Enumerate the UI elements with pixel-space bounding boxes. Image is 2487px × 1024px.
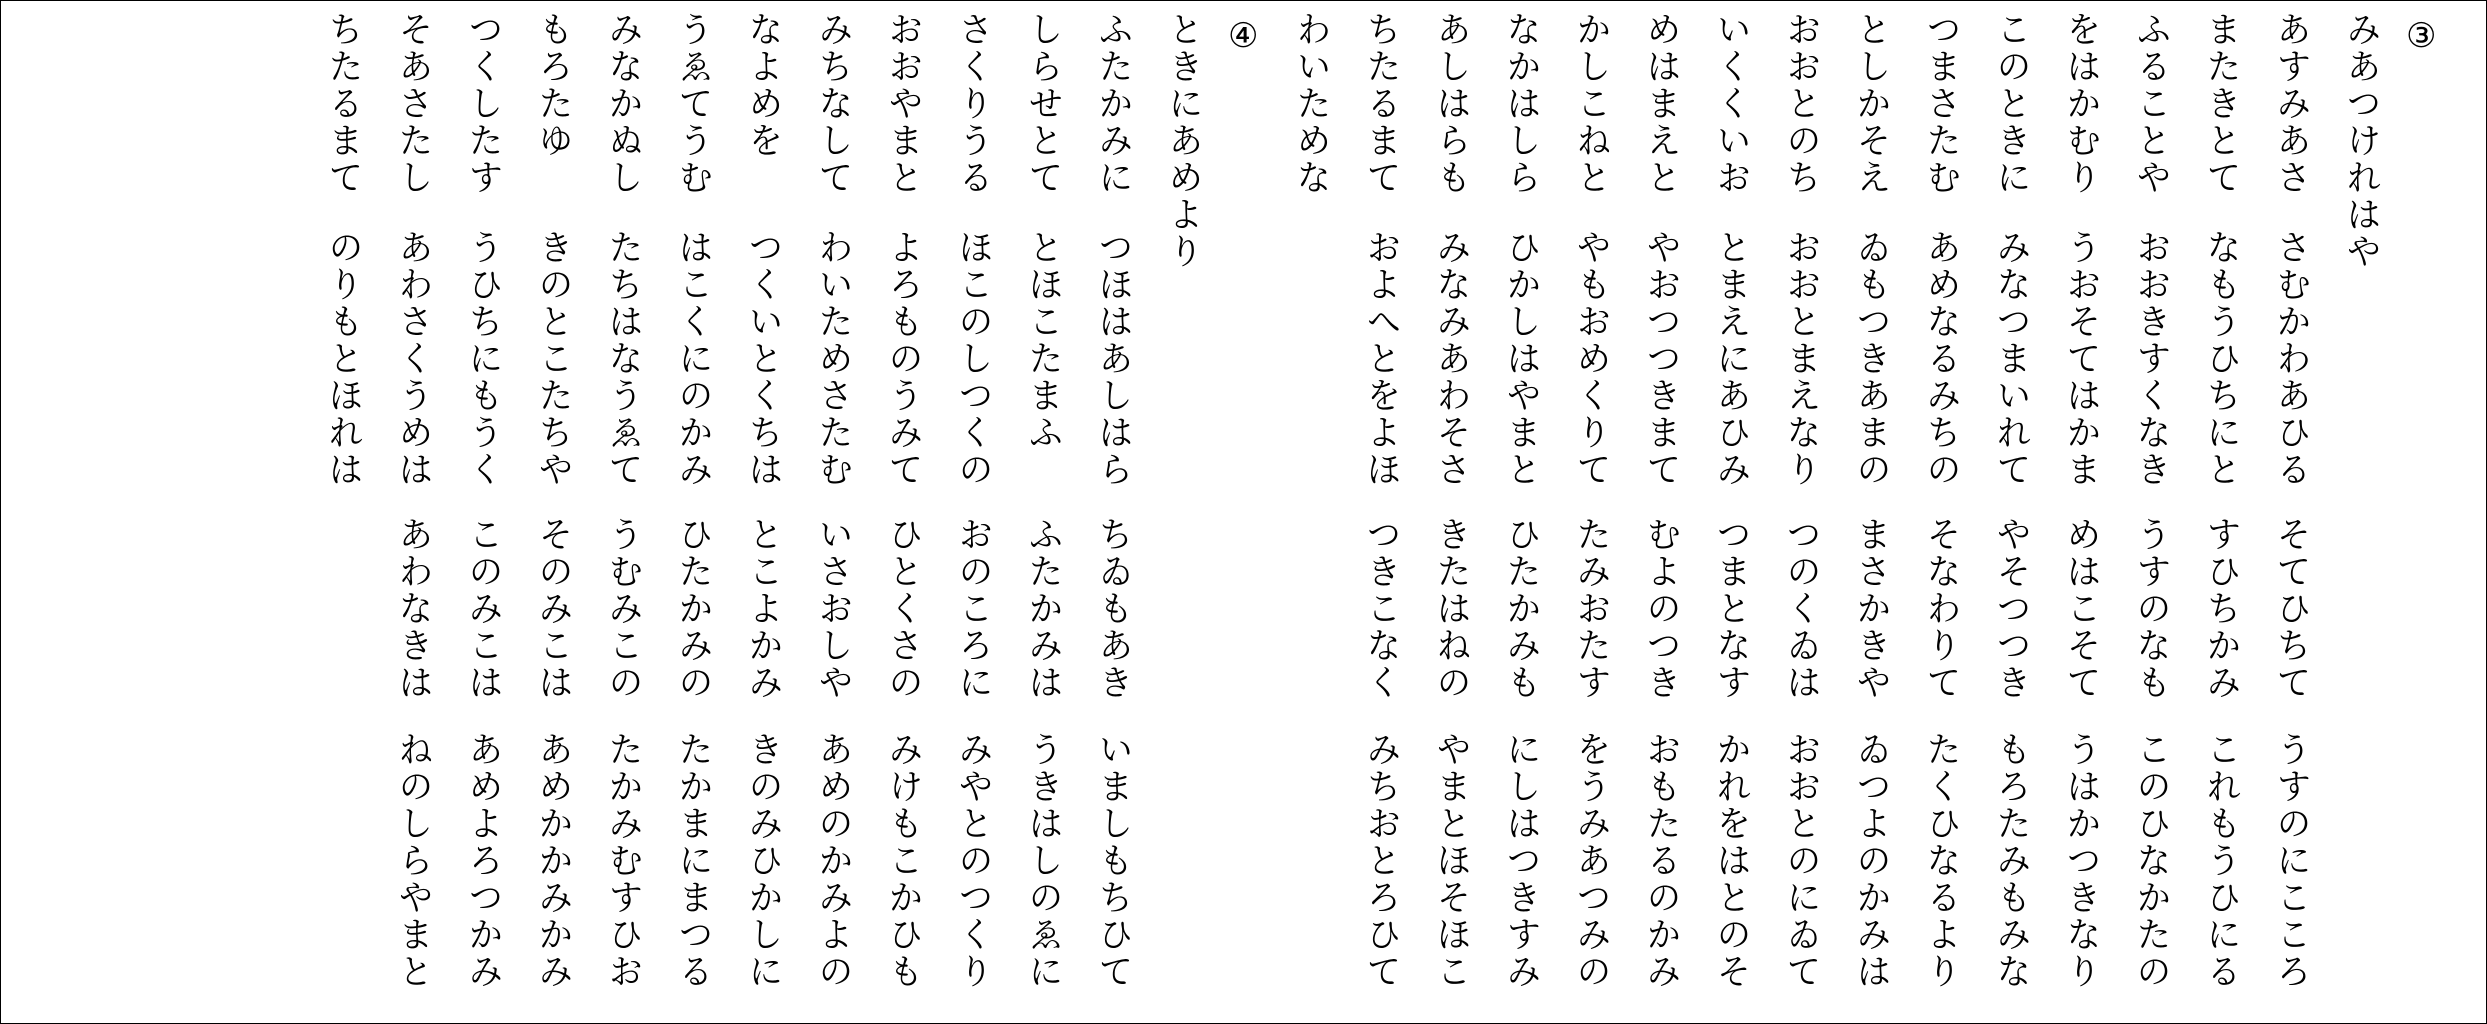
verse-phrase: とこよかみ (743, 516, 783, 701)
verse-phrase: めはまえと (1641, 11, 1681, 196)
verse-phrase: すひちかみ (2201, 516, 2241, 701)
verse-line (798, 11, 868, 1011)
verse-phrase: をはかむり (2061, 11, 2101, 196)
verse-phrase: おもたるのかみ (1641, 731, 1681, 990)
verse-line (1276, 11, 1346, 1011)
verse-phrase: おのころに (953, 516, 993, 701)
verse-phrase: みちおとろひて (1361, 731, 1401, 990)
verse-line (1416, 11, 1486, 1011)
verse-phrase: たかみむすひお (603, 731, 643, 990)
verse-phrase: あわなきは (393, 516, 433, 701)
verse-phrase: をうみあつみの (1571, 731, 1611, 990)
verse-phrase: ひたかみの (673, 516, 713, 701)
verse-phrase: おおとのち (1781, 11, 1821, 196)
verse-phrase: しらせとて (1023, 11, 1063, 196)
verse-phrase: つくしたす (463, 11, 503, 196)
verse-phrase: とほこたまふ (1023, 229, 1063, 451)
verse-phrase: やまとほそほこ (1431, 731, 1471, 990)
verse-phrase: みちなして (813, 11, 853, 196)
verse-phrase: やおつつきまて (1641, 229, 1681, 488)
verse-phrase: ひとくさの (883, 516, 923, 701)
verse-phrase: たくひなるより (1921, 731, 1961, 990)
verse-phrase: あめかかみかみ (533, 731, 573, 990)
verse-phrase: ゐもつきあまの (1851, 229, 1891, 488)
verse-phrase: そなわりて (1921, 516, 1961, 701)
verse-line (2046, 11, 2116, 1011)
verse-line (308, 11, 378, 1011)
verse-phrase: わいためな (1291, 11, 1331, 196)
verse-line (1008, 11, 1078, 1011)
verse-phrase: そてひちて (2271, 516, 2311, 701)
verse-phrase: そのみこは (533, 516, 573, 701)
verse-phrase: たかまにまつる (673, 731, 713, 990)
verse-phrase: つまさたむ (1921, 11, 1961, 196)
verse-phrase: やもおめくりて (1571, 229, 1611, 488)
verse-phrase: ふたかみに (1093, 11, 1133, 196)
verse-phrase: つきこなく (1361, 516, 1401, 701)
verse-phrase: みなかぬし (603, 11, 643, 196)
section-number: ③ (2406, 16, 2437, 56)
verse-phrase: かしこねと (1571, 11, 1611, 196)
verse-line (1976, 11, 2046, 1011)
verse-phrase: ちたるまて (1361, 11, 1401, 196)
verse-phrase: またきとて (2201, 11, 2241, 196)
verse-phrase: ひたかみも (1501, 516, 1541, 701)
verse-line (2116, 11, 2186, 1011)
verse-line (1836, 11, 1906, 1011)
section-number-column (2396, 11, 2466, 1011)
section-title-column (2326, 11, 2396, 1011)
verse-phrase: あめなるみちの (1921, 229, 1961, 488)
verse-line (728, 11, 798, 1011)
verse-line (588, 11, 658, 1011)
verse-phrase: みなみあわそさ (1431, 229, 1471, 488)
verse-phrase: みけもこかひも (883, 731, 923, 990)
verse-phrase: うひちにもうく (463, 229, 503, 488)
verse-phrase: ふたかみは (1023, 516, 1063, 701)
verse-phrase: さくりうる (953, 11, 993, 196)
verse-phrase: おおとのにゐて (1781, 731, 1821, 990)
verse-phrase: うはかつきなり (2061, 731, 2101, 990)
verse-phrase: なよめを (743, 11, 783, 159)
verse-phrase: これもうひにる (2201, 731, 2241, 990)
verse-phrase: としかそえ (1851, 11, 1891, 196)
verse-phrase: あしはらも (1431, 11, 1471, 196)
verse-phrase: このときに (1991, 11, 2031, 196)
section-title-column (1148, 11, 1218, 1011)
verse-phrase: あわさくうめは (393, 229, 433, 488)
section-number-column (1218, 11, 1276, 1011)
verse-phrase: いくくいお (1711, 11, 1751, 196)
verse-phrase: うきはしのゑに (1023, 731, 1063, 990)
verse-line (1346, 11, 1416, 1011)
verse-phrase: はこくにのかみ (673, 229, 713, 488)
verse-phrase: いましもちひて (1093, 731, 1133, 990)
verse-phrase: まさかきや (1851, 516, 1891, 701)
verse-line (1766, 11, 1836, 1011)
verse-line (1556, 11, 1626, 1011)
vertical-text-columns (308, 11, 2466, 1011)
verse-line (1696, 11, 1766, 1011)
verse-phrase: うむみこの (603, 516, 643, 701)
verse-phrase: きのとこたちや (533, 229, 573, 488)
verse-line (658, 11, 728, 1011)
verse-line (2186, 11, 2256, 1011)
verse-phrase: つのくゐは (1781, 516, 1821, 701)
verse-line (1078, 11, 1148, 1011)
verse-phrase: ちたるまて (323, 11, 363, 196)
verse-phrase: よろものうみて (883, 229, 923, 488)
section-title: ときにあめより (1163, 11, 1203, 270)
verse-phrase: わいためさたむ (813, 229, 853, 488)
verse-phrase: きのみひかしに (743, 731, 783, 990)
verse-phrase: このひなかたの (2131, 731, 2171, 990)
verse-phrase: あすみあさ (2271, 11, 2311, 196)
verse-phrase: うおそてはかま (2061, 229, 2101, 488)
verse-phrase: ねのしらやまと (393, 731, 433, 990)
verse-line (868, 11, 938, 1011)
verse-line (1626, 11, 1696, 1011)
verse-phrase: ほこのしつくの (953, 229, 993, 488)
verse-phrase: とまえにあひみ (1711, 229, 1751, 488)
verse-phrase: むよのつき (1641, 516, 1681, 701)
verse-phrase: ふることや (2131, 11, 2171, 196)
verse-phrase: おおとまえなり (1781, 229, 1821, 488)
verse-phrase: みやとのつくり (953, 731, 993, 990)
verse-phrase: ひかしはやまと (1501, 229, 1541, 488)
verse-phrase: かれをはとのそ (1711, 731, 1751, 990)
verse-phrase: やそつつき (1991, 516, 2031, 701)
verse-phrase: なかはしら (1501, 11, 1541, 196)
verse-phrase: うゑてうむ (673, 11, 713, 196)
verse-line (2256, 11, 2326, 1011)
section-number: ④ (1228, 16, 1259, 56)
verse-phrase: たちはなうゑて (603, 229, 643, 488)
verse-line (1486, 11, 1556, 1011)
verse-phrase: もろたみもみな (1991, 731, 2031, 990)
verse-phrase: うすのなも (2131, 516, 2171, 701)
verse-phrase: めはこそて (2061, 516, 2101, 701)
verse-phrase: およへとをよほ (1361, 229, 1401, 488)
verse-line (448, 11, 518, 1011)
verse-line (518, 11, 588, 1011)
verse-phrase: ちゐもあき (1093, 516, 1133, 701)
verse-line (378, 11, 448, 1011)
verse-phrase: きたはねの (1431, 516, 1471, 701)
verse-phrase: いさおしや (813, 516, 853, 701)
verse-phrase: もろたゆ (533, 11, 573, 159)
verse-phrase: たみおたす (1571, 516, 1611, 701)
verse-phrase: なもうひちにと (2201, 229, 2241, 488)
verse-phrase: あめのかみよの (813, 731, 853, 990)
verse-phrase: みなつまいれて (1991, 229, 2031, 488)
verse-phrase: おおやまと (883, 11, 923, 196)
section-title: みあつけれはや (2341, 11, 2381, 270)
verse-phrase: つまとなす (1711, 516, 1751, 701)
verse-phrase: そあさたし (393, 11, 433, 196)
verse-phrase: つくいとくちは (743, 229, 783, 488)
verse-line (938, 11, 1008, 1011)
verse-phrase: さむかわあひる (2271, 229, 2311, 488)
verse-phrase: あめよろつかみ (463, 731, 503, 990)
verse-phrase: ゐつよのかみは (1851, 731, 1891, 990)
verse-phrase: うすのにこころ (2271, 731, 2311, 990)
verse-phrase: のりもとほれは (323, 229, 363, 488)
verse-line (1906, 11, 1976, 1011)
verse-phrase: つほはあしはら (1093, 229, 1133, 488)
verse-phrase: このみこは (463, 516, 503, 701)
verse-phrase: おおきすくなき (2131, 229, 2171, 488)
verse-phrase: にしはつきすみ (1501, 731, 1541, 990)
